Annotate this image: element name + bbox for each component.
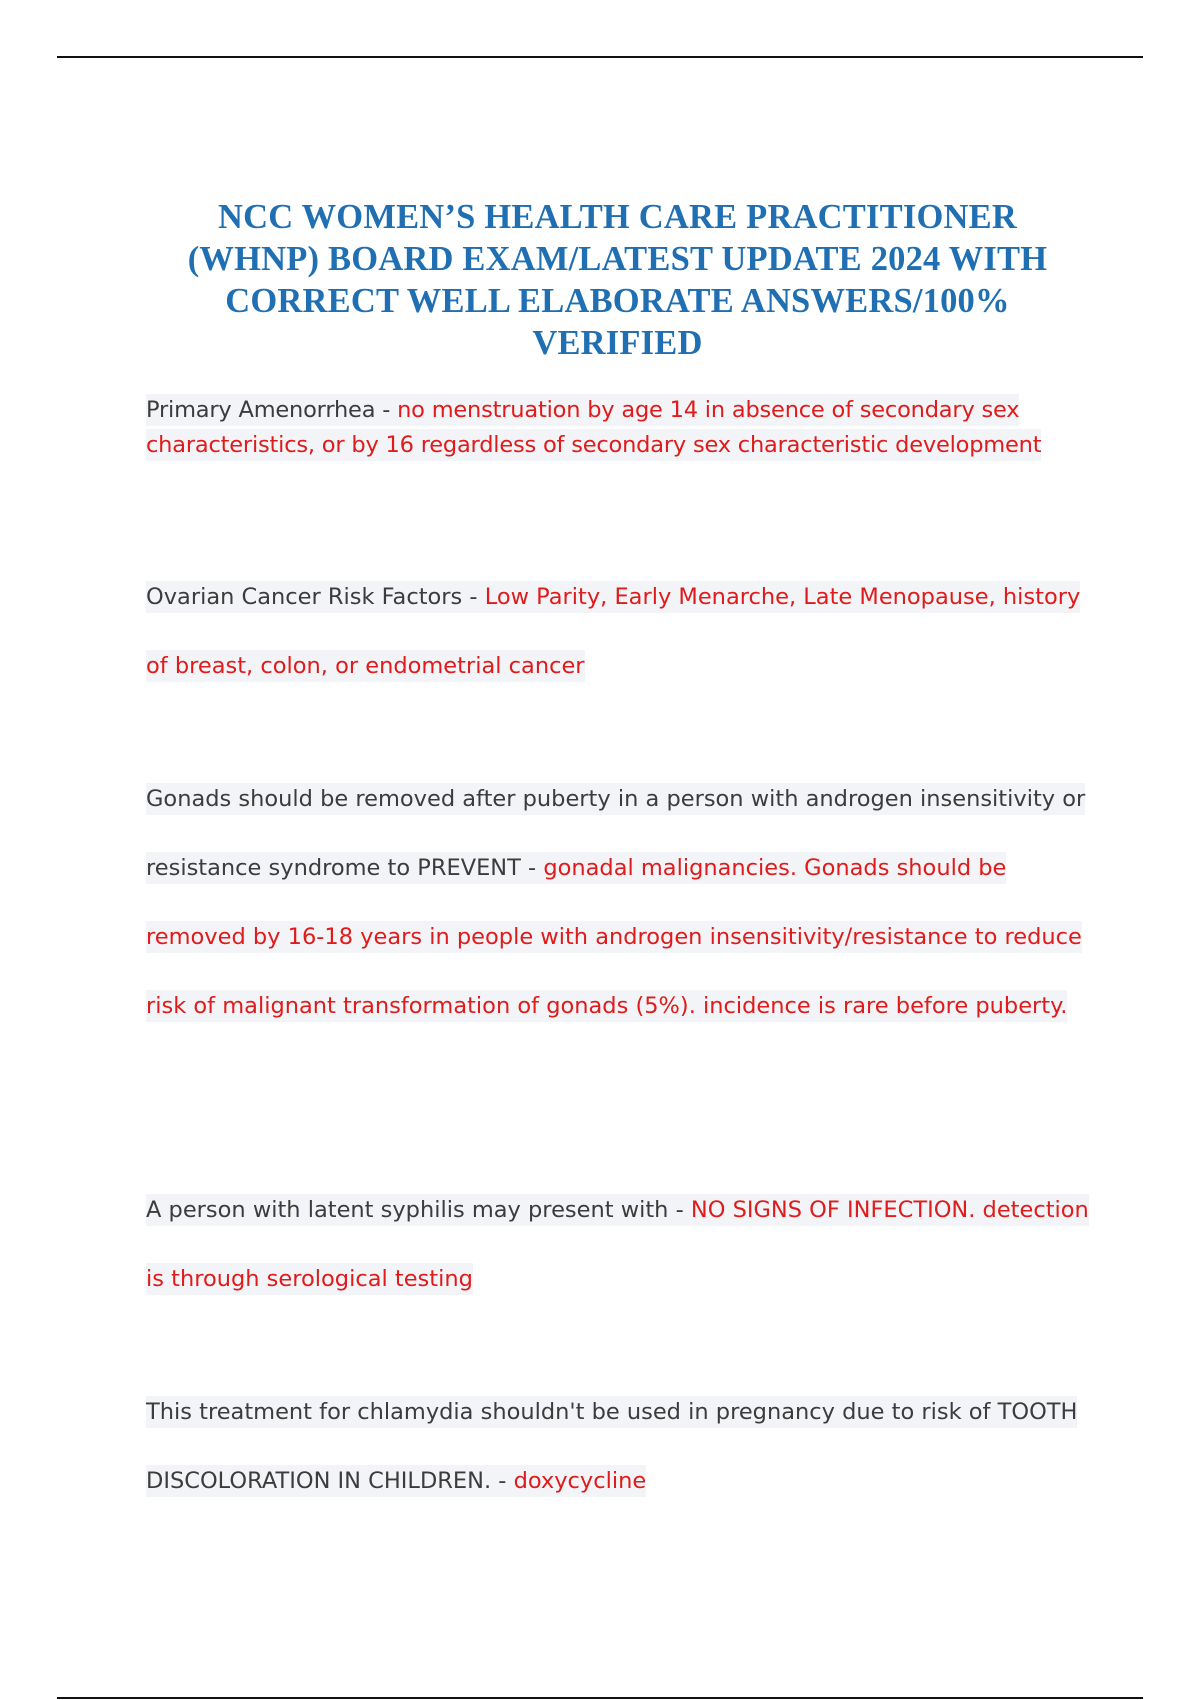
answer-text: no menstruation by age 14 in absence of secondary sex characteristics, or by 16 regardless of secondary sex characteristic development [146,394,1041,461]
qa-item-gonads-removal [146,765,1091,1041]
question-text: Primary Amenorrhea - [146,394,397,426]
answer-text: Low Parity, Early Menarche, Late Menopause, history of breast, colon, or endometrial cancer [146,581,1080,682]
question-text: Ovarian Cancer Risk Factors - [146,581,485,613]
qa-item-latent-syphilis [146,1176,1091,1314]
header-rule [57,56,1143,58]
question-text: Gonads should be removed after puberty in a person with androgen insensitivity or resistance syndrome to PREVENT - [146,783,1085,884]
footer-rule [57,1697,1143,1699]
qa-item-chlamydia-treatment [146,1378,1091,1516]
document-title: NCC WOMEN’S HEALTH CARE PRACTITIONER (WHNP) BOARD EXAM/LATEST UPDATE 2024 WITH CORRECT WELL ELABORATE ANSWERS/100% VERIFIED [187,198,1048,362]
answer-text: NO SIGNS OF INFECTION. detection is through serological testing [146,1194,1089,1295]
answer-text: doxycycline [514,1465,647,1497]
qa-item-primary-amenorrhea [146,393,1091,463]
question-text: A person with latent syphilis may present with - [146,1194,691,1226]
qa-item-ovarian-cancer [146,563,1091,701]
question-text: This treatment for chlamydia shouldn't be used in pregnancy due to risk of TOOTH DISCOLORATION IN CHILDREN. - [146,1396,1077,1497]
answer-text: gonadal malignancies. Gonads should be removed by 16-18 years in people with androgen insensitivity/resistance to reduce risk of malignant transformation of gonads (5%). incidence is rare before puberty. [146,852,1082,1022]
